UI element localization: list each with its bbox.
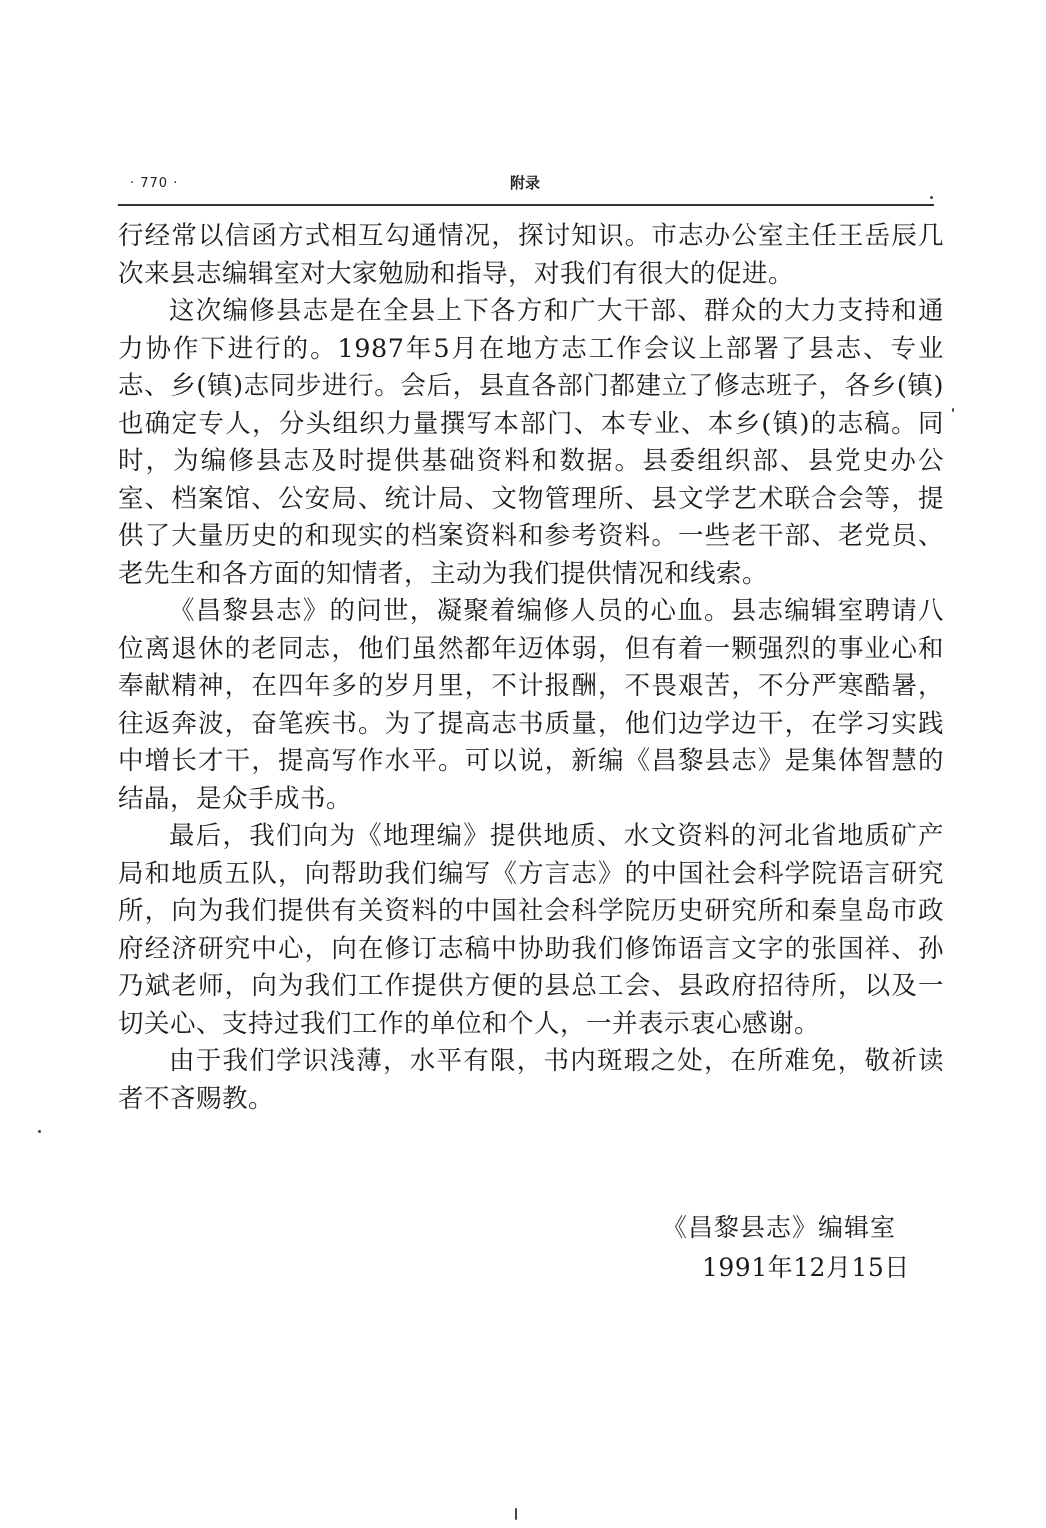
body-text xyxy=(118,218,944,1118)
header-rule xyxy=(118,204,934,206)
paragraph-5: 由于我们学识浅薄，水平有限，书内斑瑕之处，在所难免，敬祈读者不吝赐教。 xyxy=(118,1046,944,1114)
scan-speck xyxy=(952,408,954,412)
signature-organization: 《昌黎县志》编辑室 xyxy=(662,1213,897,1242)
signature-date: 1991年12月15日 xyxy=(702,1253,910,1282)
paragraph-2: 这次编修县志是在全县上下各方和广大干部、群众的大力支持和通力协作下进行的。1987年5月在地方志工作会议上部署了县志、专业志、乡(镇)志同步进行。会后，县直各部门都建立了修志班子，各乡(镇)也确定专人，分头组织力量撰写本部门、本专业、本乡(镇)的志稿。同时，为编修县志及时提供基础资料和数据。县委组织部、县党史办公室、档案馆、公安局、统计局、文物管理所、县文学艺术联合会等，提供了大量历史的和现实的档案资料和参考资料。一些老干部、老党员、老先生和各方面的知情者，主动为我们提供情况和线索。 xyxy=(118,296,944,589)
section-title: 附录 xyxy=(510,174,541,192)
scan-speck xyxy=(515,1508,517,1520)
paragraph-4: 最后，我们向为《地理编》提供地质、水文资料的河北省地质矿产局和地质五队，向帮助我们编写《方言志》的中国社会科学院语言研究所，向为我们提供有关资料的中国社会科学院历史研究所和秦皇岛市政府经济研究中心，向在修订志稿中协助我们修饰语言文字的张国祥、孙乃斌老师，向为我们工作提供方便的县总工会、县政府招待所，以及一切关心、支持过我们工作的单位和个人，一并表示衷心感谢。 xyxy=(118,821,944,1039)
page-header xyxy=(118,172,936,198)
paragraph-1: 行经常以信函方式相互勾通情况，探讨知识。市志办公室主任王岳辰几次来县志编辑室对大家勉励和指导，对我们有很大的促进。 xyxy=(118,221,944,289)
paragraph-3: 《昌黎县志》的问世，凝聚着编修人员的心血。县志编辑室聘请八位离退休的老同志，他们虽然都年迈体弱，但有着一颗强烈的事业心和奉献精神，在四年多的岁月里，不计报酬，不畏艰苦，不分严寒酷暑，往返奔波，奋笔疾书。为了提高志书质量，他们边学边干，在学习实践中增长才干，提高写作水平。可以说，新编《昌黎县志》是集体智慧的结晶，是众手成书。 xyxy=(118,596,944,814)
page-number: · 770 · xyxy=(130,176,179,191)
scan-speck xyxy=(930,196,933,199)
scan-speck xyxy=(38,1130,41,1133)
